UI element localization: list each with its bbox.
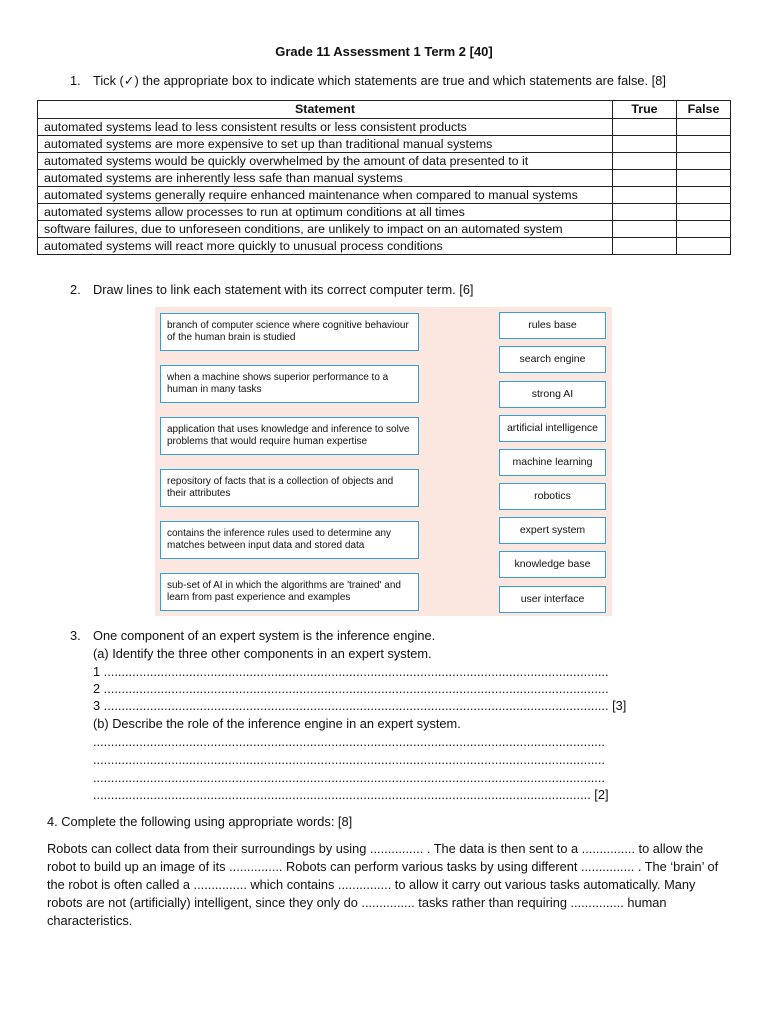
statement-cell: automated systems will react more quickly to unusual process conditions — [38, 238, 613, 255]
q4-paragraph: Robots can collect data from their surroundings by using ............... . The data is then sent to a ............... to allow the robot to build up an image of its ............... Robots can perform various tasks by using different ............... . The ‘brain’ of the robot is often called a ............... which contains ............... to allow it carry out various tasks automatically. Many robots are not (artificially) intelligent, since they only do ............... tasks rather than requiring ............... human characteristics. — [47, 841, 719, 928]
q3-intro: One component of an expert system is the inference engine. — [93, 628, 436, 643]
q3b-answer-line[interactable]: ................................................................................................................................................ — [93, 770, 605, 785]
statement-cell: automated systems are more expensive to set up than traditional manual systems — [38, 136, 613, 153]
table-row — [38, 153, 731, 170]
table-row — [38, 221, 731, 238]
false-box[interactable] — [677, 153, 731, 170]
false-box[interactable] — [677, 204, 731, 221]
q3-number: 3. — [70, 628, 81, 643]
true-box[interactable] — [613, 221, 677, 238]
statement-box[interactable]: application that uses knowledge and inference to solve problems that would require human expertise — [160, 417, 419, 455]
q3b-answer-line[interactable]: ............................................................................................................................................ [2] — [93, 787, 609, 802]
true-box[interactable] — [613, 204, 677, 221]
term-box[interactable]: robotics — [499, 483, 606, 510]
table-row — [38, 204, 731, 221]
false-box[interactable] — [677, 187, 731, 204]
term-box[interactable]: expert system — [499, 517, 606, 544]
q1-instruction: Tick (✓) the appropriate box to indicate which statements are true and which statements are false. [8] — [93, 73, 666, 88]
false-box[interactable] — [677, 221, 731, 238]
header-statement: Statement — [38, 101, 613, 119]
matching-panel — [155, 307, 612, 616]
q3b-question: (b) Describe the role of the inference engine in an expert system. — [93, 716, 461, 731]
table-row — [38, 119, 731, 136]
term-box[interactable]: user interface — [499, 586, 606, 613]
statement-cell: automated systems allow processes to run at optimum conditions at all times — [38, 204, 613, 221]
q3b-answer-line[interactable]: ................................................................................................................................................ — [93, 734, 605, 749]
table-row — [38, 170, 731, 187]
term-box[interactable]: artificial intelligence — [499, 415, 606, 442]
q1-number: 1. — [70, 73, 81, 88]
term-box[interactable]: strong AI — [499, 381, 606, 408]
statement-cell: software failures, due to unforeseen conditions, are unlikely to impact on an automated system — [38, 221, 613, 238]
term-box[interactable]: knowledge base — [499, 551, 606, 578]
q2-instruction: Draw lines to link each statement with its correct computer term. [6] — [93, 282, 474, 297]
q3a-answer-line-1[interactable]: 1 .............................................................................................................................................. — [93, 664, 609, 679]
statement-cell: automated systems generally require enhanced maintenance when compared to manual systems — [38, 187, 613, 204]
table-header-row — [38, 101, 731, 119]
header-true: True — [613, 101, 677, 119]
statement-cell: automated systems would be quickly overwhelmed by the amount of data presented to it — [38, 153, 613, 170]
term-box[interactable]: search engine — [499, 346, 606, 373]
false-box[interactable] — [677, 238, 731, 255]
statement-box[interactable]: repository of facts that is a collection of objects and their attributes — [160, 469, 419, 507]
q2-number: 2. — [70, 282, 81, 297]
statement-cell: automated systems lead to less consistent results or less consistent products — [38, 119, 613, 136]
false-box[interactable] — [677, 119, 731, 136]
true-false-table — [37, 100, 731, 255]
statement-box[interactable]: when a machine shows superior performance to a human in many tasks — [160, 365, 419, 403]
q4-heading: 4. Complete the following using appropriate words: [8] — [47, 814, 353, 829]
q3b-answer-line[interactable]: ................................................................................................................................................ — [93, 752, 605, 767]
false-box[interactable] — [677, 136, 731, 153]
page-title: Grade 11 Assessment 1 Term 2 [40] — [275, 44, 493, 59]
header-false: False — [677, 101, 731, 119]
true-box[interactable] — [613, 238, 677, 255]
true-box[interactable] — [613, 170, 677, 187]
statement-box[interactable]: contains the inference rules used to determine any matches between input data and stored data — [160, 521, 419, 559]
q3a-answer-line-3[interactable]: 3 .............................................................................................................................................. [3] — [93, 698, 627, 713]
true-box[interactable] — [613, 187, 677, 204]
true-box[interactable] — [613, 119, 677, 136]
true-box[interactable] — [613, 136, 677, 153]
term-box[interactable]: machine learning — [499, 449, 606, 476]
q3a-question: (a) Identify the three other components in an expert system. — [93, 646, 432, 661]
table-row — [38, 136, 731, 153]
false-box[interactable] — [677, 170, 731, 187]
true-box[interactable] — [613, 153, 677, 170]
statement-box[interactable]: sub-set of AI in which the algorithms are 'trained' and learn from past experience and examples — [160, 573, 419, 611]
term-box[interactable]: rules base — [499, 312, 606, 339]
statement-cell: automated systems are inherently less safe than manual systems — [38, 170, 613, 187]
statement-box[interactable]: branch of computer science where cognitive behaviour of the human brain is studied — [160, 313, 419, 351]
table-row — [38, 238, 731, 255]
q3a-answer-line-2[interactable]: 2 .............................................................................................................................................. — [93, 681, 609, 696]
table-row — [38, 187, 731, 204]
